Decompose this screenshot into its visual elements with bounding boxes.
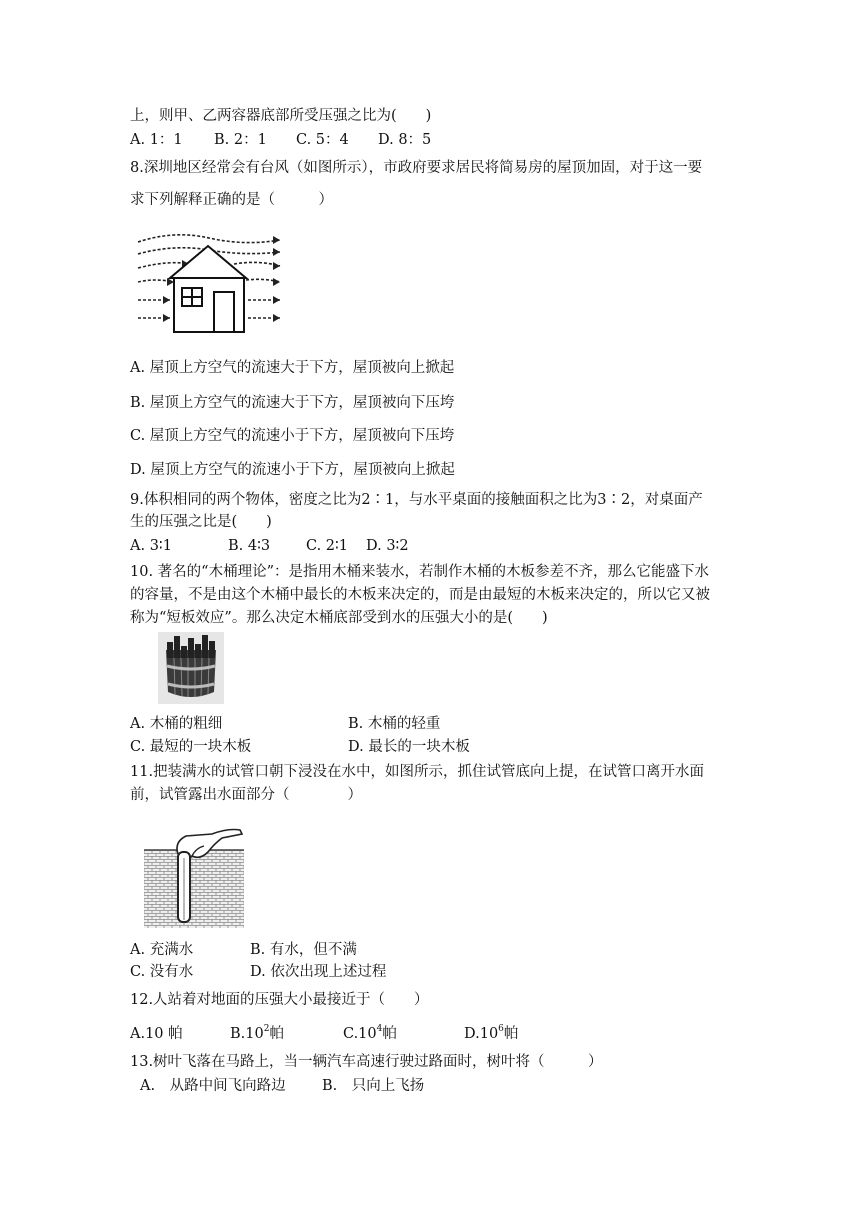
q12-option-d-unit: 帕: [503, 1026, 519, 1042]
q8-option-d[interactable]: D. 屋顶上方空气的流速小于下方，屋顶被向上掀起: [130, 462, 455, 478]
q10-option-d[interactable]: D. 最长的一块木板: [348, 739, 470, 755]
q12-option-c-exponent: 4: [376, 1024, 383, 1035]
q13-stem: 13.树叶飞落在马路上，当一辆汽车高速行驶过路面时，树叶将（ ）: [130, 1054, 603, 1070]
q13-option-b[interactable]: B. 只向上飞扬: [322, 1078, 425, 1094]
q7-option-c[interactable]: C. 5：4: [296, 132, 349, 148]
q11-stem-line2: 前，试管露出水面部分（ ）: [130, 787, 362, 803]
q8-option-a[interactable]: A. 屋顶上方空气的流速大于下方，屋顶被向上掀起: [130, 360, 455, 376]
q8-option-b[interactable]: B. 屋顶上方空气的流速大于下方，屋顶被向下压垮: [130, 395, 455, 411]
q9-option-d[interactable]: D. 3∶2: [366, 538, 409, 554]
q12-option-b-unit: 帕: [269, 1026, 284, 1042]
q7-option-a[interactable]: A. 1：1: [130, 132, 183, 148]
q9-option-a[interactable]: A. 3∶1: [130, 538, 172, 554]
q10-stem-line3: 称为“短板效应”。那么决定木桶底部受到水的压强大小的是( ): [130, 610, 548, 626]
q12-option-b-exponent: 2: [263, 1024, 270, 1035]
q11-option-c[interactable]: C. 没有水: [130, 964, 194, 980]
q12-option-c-unit: 帕: [382, 1026, 397, 1042]
q10-option-b[interactable]: B. 木桶的轻重: [348, 716, 441, 732]
q13-option-a[interactable]: A. 从路中间飞向路边: [140, 1078, 286, 1094]
q7-option-b[interactable]: B. 2：1: [214, 132, 267, 148]
q12-option-b[interactable]: [230, 1024, 284, 1044]
q9-stem-line2: 生的压强之比是( ): [130, 514, 272, 530]
q12-option-d-base: D.10: [464, 1026, 499, 1042]
q10-stem-line2: 的容量，不是由这个木桶中最长的木板来决定的，而是由最短的木板来决定的，所以它又被: [130, 587, 710, 603]
q12-option-c[interactable]: [343, 1024, 397, 1044]
q10-stem-line1: 10. 著名的“木桶理论”：是指用木桶来装水，若制作木桶的木板参差不齐，那么它能盛下水: [130, 564, 709, 580]
q11-stem-line1: 11.把装满水的试管口朝下浸没在水中，如图所示，抓住试管底向上提，在试管口离开水面: [130, 764, 705, 780]
q7-option-d[interactable]: D. 8：5: [378, 132, 432, 148]
q9-option-c[interactable]: C. 2∶1: [306, 538, 349, 554]
q12-stem: 12.人站着对地面的压强大小最接近于（ ）: [130, 992, 429, 1008]
q11-option-b[interactable]: B. 有水，但不满: [250, 942, 357, 958]
q12-option-d-exponent: 6: [498, 1024, 504, 1035]
q11-option-a[interactable]: A. 充满水: [130, 942, 194, 958]
q10-option-c[interactable]: C. 最短的一块木板: [130, 739, 252, 755]
q11-option-d[interactable]: D. 依次出现上述过程: [250, 964, 387, 980]
q12-option-c-base: C.10: [343, 1026, 377, 1042]
q12-option-a[interactable]: A.10 帕: [130, 1026, 183, 1042]
q10-option-a[interactable]: A. 木桶的粗细: [130, 716, 223, 732]
q8-option-c[interactable]: C. 屋顶上方空气的流速小于下方，屋顶被向下压垮: [130, 428, 455, 444]
q12-option-d[interactable]: [464, 1024, 518, 1044]
q9-stem-line1: 9.体积相同的两个物体，密度之比为2∶1，与水平桌面的接触面积之比为3∶2，对桌面产: [130, 492, 703, 508]
q8-stem-line2: 求下列解释正确的是（ ）: [130, 192, 333, 208]
wooden-bucket-figure: [158, 632, 224, 704]
q8-stem-line1: 8.深圳地区经常会有台风（如图所示），市政府要求居民将简易房的屋顶加固，对于这一要: [130, 160, 703, 176]
q9-option-b[interactable]: B. 4∶3: [228, 538, 271, 554]
q7-stem-tail: 上，则甲、乙两容器底部所受压强之比为( ): [130, 108, 432, 124]
q12-option-b-base: B.10: [230, 1026, 264, 1042]
test-tube-water-figure: [142, 826, 246, 930]
house-wind-figure: [134, 228, 284, 338]
